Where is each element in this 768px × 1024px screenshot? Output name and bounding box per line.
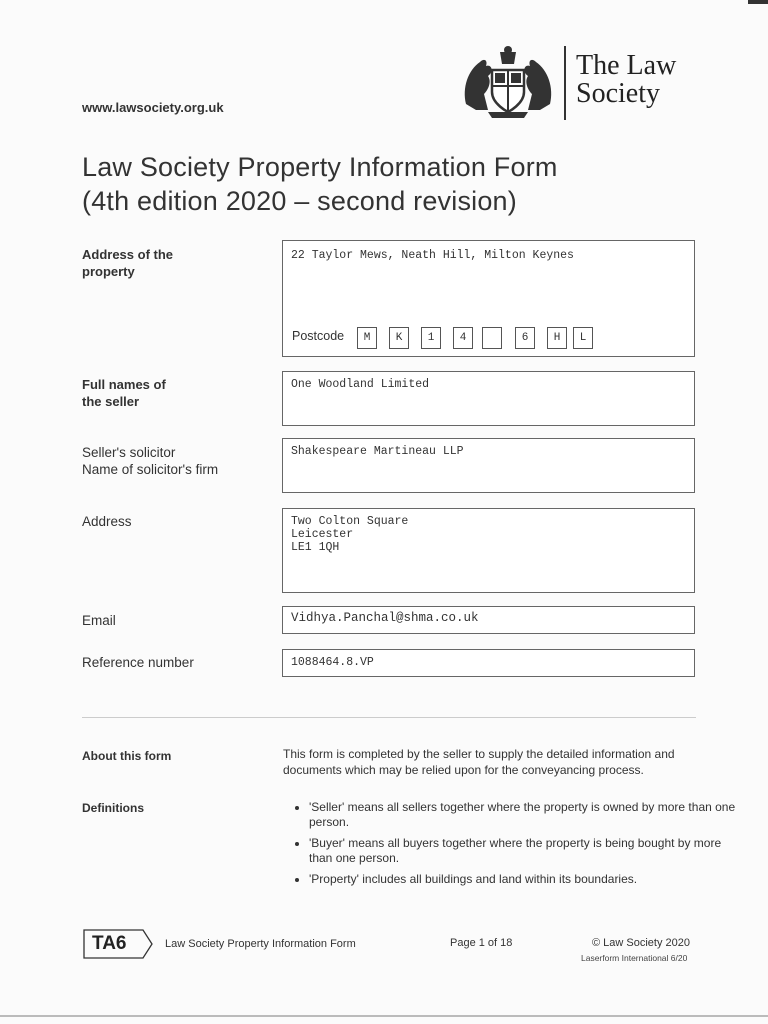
list-item: • 'Seller' means all sellers together where the property is owned by more than one person. (309, 800, 739, 830)
postcode-cell[interactable]: L (573, 327, 593, 349)
solicitor-address-label: Address (82, 514, 132, 529)
postcode-cell[interactable]: K (389, 327, 409, 349)
seller-label (82, 376, 166, 410)
form-title-line-2: (4th edition 2020 – second revision) (82, 186, 517, 216)
postcode-label: Postcode (292, 329, 345, 343)
solicitor-label (82, 444, 218, 478)
postcode-cell[interactable]: 6 (515, 327, 535, 349)
solicitor-firm-value: Shakespeare Martineau LLP (291, 445, 464, 458)
email-label: Email (82, 613, 116, 628)
solicitor-address-field[interactable] (282, 508, 695, 593)
postcode-cell[interactable]: M (357, 327, 377, 349)
logo-wordmark (576, 52, 676, 108)
website-url: www.lawsociety.org.uk (82, 100, 224, 115)
scan-bottom-edge (0, 1015, 768, 1017)
solicitor-address-value: Two Colton Square Leicester LE1 1QH (291, 515, 409, 554)
email-field[interactable] (282, 606, 695, 634)
property-address-field[interactable] (282, 240, 695, 357)
definitions-label: Definitions (82, 801, 144, 815)
seller-label-line-1: Full names of (82, 377, 166, 392)
logo-line-2: Society (576, 78, 660, 109)
property-address-label: Address of the property (82, 247, 174, 279)
printer-credit: Laserform International 6/20 (581, 953, 688, 963)
list-item: • 'Buyer' means all buyers together where the property is being bought by more than one person. (309, 836, 739, 866)
property-address-value: 22 Taylor Mews, Neath Hill, Milton Keynes (291, 249, 574, 262)
reference-value: 1088464.8.VP (291, 656, 374, 669)
solicitor-label-line-2: Name of solicitor's firm (82, 462, 219, 477)
scan-edge-mark (748, 0, 768, 4)
section-divider (82, 717, 696, 718)
about-text: This form is completed by the seller to supply the detailed information and documents which may be relied upon for the conveyancing process. (283, 747, 675, 777)
logo-divider (564, 46, 566, 120)
postcode-cell[interactable]: 4 (453, 327, 473, 349)
seller-label-line-2: the seller (82, 394, 140, 409)
form-title (82, 150, 558, 218)
footer-form-name: Law Society Property Information Form (165, 938, 356, 950)
about-label: About this form (82, 749, 172, 763)
list-item: • 'Property' includes all buildings and land within its boundaries. (309, 872, 739, 887)
reference-field[interactable] (282, 649, 695, 677)
seller-name-value: One Woodland Limited (291, 378, 430, 391)
coat-of-arms-icon (458, 44, 558, 120)
definitions-list (283, 800, 739, 893)
form-title-line-1: Law Society Property Information Form (82, 152, 558, 182)
solicitor-label-line-1: Seller's solicitor (82, 445, 176, 460)
email-value: Vidhya.Panchal@shma.co.uk (291, 611, 479, 625)
page-number: Page 1 of 18 (450, 937, 513, 949)
postcode-cell[interactable]: H (547, 327, 567, 349)
reference-label: Reference number (82, 655, 194, 670)
law-society-logo (458, 44, 698, 124)
logo-line-1: The Law (576, 50, 677, 81)
solicitor-firm-field[interactable] (282, 438, 695, 493)
postcode-cell[interactable]: 1 (421, 327, 441, 349)
form-code: TA6 (92, 933, 127, 954)
copyright: © Law Society 2020 (592, 937, 690, 949)
postcode-cell[interactable] (482, 327, 502, 349)
seller-name-field[interactable] (282, 371, 695, 426)
